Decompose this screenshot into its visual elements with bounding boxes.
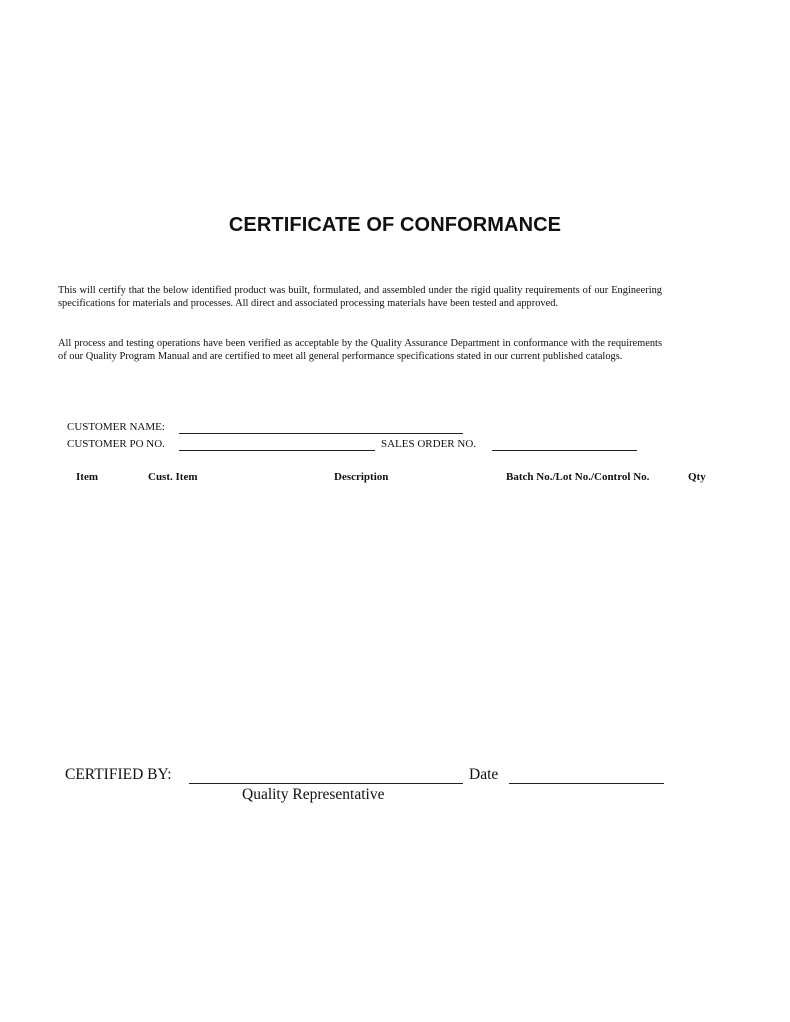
certified-by-label: CERTIFIED BY:: [65, 766, 172, 783]
column-header-cust-item: Cust. Item: [148, 471, 198, 483]
column-header-item: Item: [76, 471, 98, 483]
sales-order-label: SALES ORDER NO.: [381, 438, 477, 450]
certified-by-signature-field[interactable]: [189, 783, 463, 784]
document-title: CERTIFICATE OF CONFORMANCE: [228, 214, 562, 236]
certification-paragraph-2: All process and testing operations have been verified as acceptable by the Quality Assurance Department in conformance with the requirements of our Quality Program Manual and are certified to meet all general performance specifications stated in our current published catalogs.: [58, 338, 662, 363]
column-header-batch-lot-control: Batch No./Lot No./Control No.: [506, 471, 650, 483]
customer-name-label: CUSTOMER NAME:: [67, 421, 165, 433]
certification-paragraph-1: This will certify that the below identified product was built, formulated, and assembled under the rigid quality requirements of our Engineering specifications for materials and processes. All direct and associated processing materials have been tested and approved.: [58, 285, 662, 310]
date-label: Date: [469, 766, 499, 783]
column-header-qty: Qty: [688, 471, 706, 483]
quality-representative-label: Quality Representative: [242, 786, 385, 803]
customer-po-label: CUSTOMER PO NO.: [67, 438, 165, 450]
column-header-description: Description: [334, 471, 389, 483]
sales-order-field[interactable]: [492, 450, 637, 451]
customer-name-field[interactable]: [179, 433, 463, 434]
customer-po-field[interactable]: [179, 450, 375, 451]
date-field[interactable]: [509, 783, 664, 784]
